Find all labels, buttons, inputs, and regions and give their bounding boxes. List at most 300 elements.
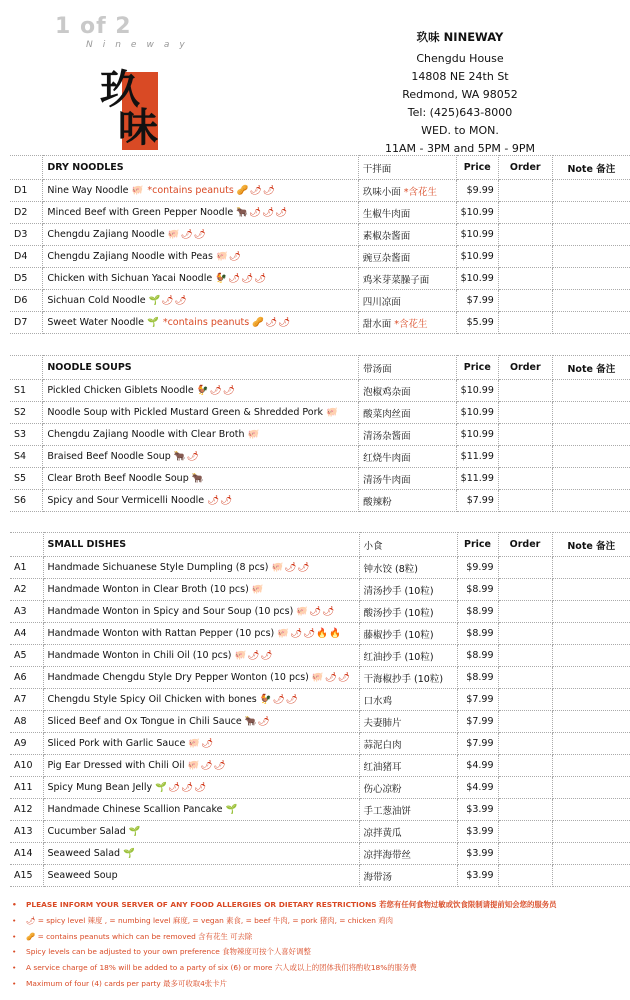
item-name	[43, 579, 359, 601]
order-header: Order	[498, 156, 552, 180]
item-code: A14	[10, 843, 43, 865]
note-field[interactable]	[552, 380, 630, 402]
item-name-cn	[358, 180, 456, 202]
pork-icon: 🐖	[296, 606, 310, 617]
restaurant-name: 玖味 NINEWAY	[416, 30, 504, 44]
chili-icon: 🌶	[275, 207, 289, 218]
section-title-cn: 带汤面	[359, 356, 457, 380]
dish-icons	[260, 694, 299, 705]
price-header: Price	[456, 156, 498, 180]
item-name-cn	[358, 202, 456, 224]
menu-item-row	[10, 601, 630, 623]
note-field[interactable]	[552, 799, 630, 821]
chili-icon: 🌶	[285, 694, 299, 705]
item-name	[43, 601, 359, 623]
order-field[interactable]	[498, 733, 552, 755]
chicken-icon: 🐓	[215, 273, 229, 284]
dish-icons	[235, 650, 274, 661]
note-field[interactable]	[552, 268, 630, 290]
note-field[interactable]	[552, 557, 630, 579]
item-code: A6	[10, 667, 43, 689]
item-name-text: Handmade Wonton in Chili Oil (10 pcs)	[47, 650, 232, 661]
item-name-cn-text: 红油抄手 (10粒)	[363, 651, 434, 663]
item-name	[43, 424, 359, 446]
item-name-cn-text: 甜水面	[362, 318, 392, 330]
pork-icon: 🐖	[247, 429, 261, 440]
order-field[interactable]	[498, 424, 552, 446]
menu-item-row	[10, 290, 630, 312]
note-header: Note 备注	[552, 156, 630, 180]
item-name-text: Handmade Wonton in Clear Broth (10 pcs)	[47, 584, 249, 595]
menu-item-row	[10, 202, 630, 224]
item-price: $10.99	[456, 202, 498, 224]
item-name	[43, 733, 359, 755]
chili-icon: 🌶	[290, 628, 304, 639]
menu-item-row	[10, 733, 630, 755]
pork-icon: 🐖	[131, 185, 145, 196]
item-code: A8	[10, 711, 43, 733]
chili-icon: 🌶	[303, 628, 317, 639]
note-field[interactable]	[552, 224, 630, 246]
chili-icon: 🌶	[284, 562, 298, 573]
dish-icons	[296, 606, 335, 617]
order-field[interactable]	[498, 777, 552, 799]
section-title-cn: 干拌面	[358, 156, 456, 180]
item-code: D5	[10, 268, 43, 290]
chicken-icon: 🐓	[196, 385, 210, 396]
item-name	[43, 865, 359, 887]
item-code: S2	[10, 402, 43, 424]
note-field[interactable]	[552, 579, 630, 601]
menu-item-row	[10, 224, 630, 246]
order-field[interactable]	[498, 268, 552, 290]
section-title: SMALL DISHES	[43, 533, 359, 557]
note-field[interactable]	[552, 865, 630, 887]
note-field[interactable]	[552, 290, 630, 312]
order-field[interactable]	[498, 667, 552, 689]
item-name	[43, 468, 359, 490]
item-name-cn	[358, 268, 456, 290]
item-code: A15	[10, 865, 43, 887]
pork-icon: 🐖	[326, 407, 339, 418]
order-field[interactable]	[498, 579, 552, 601]
item-name-text: Chengdu Zajiang Noodle with Clear Broth	[47, 429, 245, 440]
dish-icons	[236, 207, 288, 218]
item-name-cn	[359, 667, 457, 689]
note-header: Note 备注	[552, 356, 630, 380]
menu-item-row	[10, 711, 630, 733]
dish-icons	[123, 848, 136, 859]
item-code: A13	[10, 821, 43, 843]
menu-item-row	[10, 623, 630, 645]
chili-icon: 🌶	[262, 185, 276, 196]
item-price: $4.99	[457, 755, 498, 777]
item-code: A12	[10, 799, 43, 821]
phone-number: Tel: (425)643-8000	[407, 106, 513, 119]
item-name-text: Cucumber Salad	[47, 826, 126, 837]
header-line: 14808 NE 24th St	[411, 70, 509, 83]
item-name-cn	[359, 777, 457, 799]
peanut-icon: 🥜	[26, 931, 36, 941]
note-field[interactable]	[552, 777, 630, 799]
item-name-text: Handmade Wonton in Spicy and Sour Soup (10 pcs)	[47, 606, 294, 617]
pork-icon: 🐖	[188, 738, 202, 749]
order-header: Order	[498, 356, 552, 380]
order-field[interactable]	[498, 601, 552, 623]
menu-item-row	[10, 843, 630, 865]
item-name-cn-text: 生椒牛肉面	[362, 208, 411, 220]
item-name	[43, 623, 359, 645]
item-name-text: Sweet Water Noodle	[47, 317, 144, 328]
item-price: $10.99	[456, 246, 498, 268]
chili-icon: 🌶	[228, 251, 242, 262]
item-name-text: Pickled Chicken Giblets Noodle	[47, 385, 194, 396]
pork-icon: 🐖	[271, 562, 285, 573]
logo-char-2: 味	[118, 104, 158, 151]
item-name	[43, 380, 359, 402]
menu-item-row	[10, 645, 630, 667]
chili-icon: 🌶	[213, 760, 227, 771]
peanut-warning-cn: *含花生	[400, 186, 438, 198]
item-name-text: Chengdu Style Spicy Oil Chicken with bones	[47, 694, 257, 705]
item-name-cn	[359, 733, 457, 755]
item-name-text: Braised Beef Noodle Soup	[47, 451, 171, 462]
dish-icons	[132, 185, 145, 196]
vegan-icon: 🌱	[155, 782, 168, 793]
order-field[interactable]	[498, 865, 552, 887]
order-field[interactable]	[498, 180, 552, 202]
item-code: D2	[10, 202, 43, 224]
item-name-cn-text: 素椒杂酱面	[362, 230, 411, 242]
item-name-cn-text: 夫妻肺片	[363, 717, 402, 729]
order-field[interactable]	[498, 446, 552, 468]
chili-icon: 🌶	[180, 229, 194, 240]
pork-icon: 🐖	[167, 229, 181, 240]
note-field[interactable]	[552, 180, 630, 202]
chili-icon: 🌶	[200, 760, 214, 771]
menu-item-row	[10, 755, 630, 777]
item-name-text: Chengdu Zajiang Noodle	[47, 229, 165, 240]
item-price: $7.99	[457, 689, 498, 711]
peanut-warning-cn: *含花生	[391, 318, 428, 330]
item-name-cn-text: 玖味小面	[362, 186, 401, 198]
order-field[interactable]	[498, 468, 552, 490]
order-field[interactable]	[498, 312, 552, 334]
dish-icons	[147, 317, 160, 328]
dish-icons	[248, 429, 261, 440]
dish-icons	[188, 738, 214, 749]
spicy-adjust-note: • Spicy levels can be adjusted to your own preference 食物辣度可按个人喜好调整	[10, 944, 557, 960]
item-name-cn-text: 酸汤抄手 (10粒)	[363, 607, 434, 619]
note-field[interactable]	[552, 667, 630, 689]
item-price: $10.99	[456, 402, 498, 424]
code-header	[10, 156, 43, 180]
nut-icon: 🥜	[252, 317, 266, 328]
order-field[interactable]	[498, 645, 552, 667]
note-field[interactable]	[552, 623, 630, 645]
item-name-text: Chengdu Zajiang Noodle with Peas	[47, 251, 213, 262]
order-field[interactable]	[498, 689, 552, 711]
order-field[interactable]	[498, 821, 552, 843]
item-name-text: Nine Way Noodle	[47, 185, 129, 196]
note-field[interactable]	[552, 733, 630, 755]
item-name-cn	[359, 446, 457, 468]
item-name	[43, 312, 358, 334]
note-field[interactable]	[552, 424, 630, 446]
item-name-text: Chicken with Sichuan Yacai Noodle	[47, 273, 213, 284]
item-name-cn-text: 清汤杂酱面	[363, 430, 411, 442]
item-name-cn-text: 豌豆杂酱面	[362, 252, 411, 264]
item-name-text: Clear Broth Beef Noodle Soup	[47, 473, 189, 484]
item-name-cn	[359, 711, 457, 733]
chili-icon: 🌶	[174, 295, 188, 306]
dish-icons	[271, 562, 310, 573]
logo-char-1: 玖	[100, 66, 140, 113]
item-name-cn	[359, 380, 457, 402]
chili-icon: 🌶	[265, 317, 279, 328]
dish-icons	[174, 451, 200, 462]
vegan-icon: 🌱	[148, 295, 162, 306]
item-name-text: Handmade Wonton with Rattan Pepper (10 pcs)	[47, 628, 275, 639]
fire-icon: 🔥	[329, 628, 342, 639]
item-name-cn-text: 蒜泥白肉	[363, 739, 402, 751]
dish-icons	[215, 273, 267, 284]
item-price: $10.99	[456, 224, 498, 246]
beef-icon: 🐂	[173, 451, 187, 462]
chili-icon: 🌶	[254, 273, 268, 284]
item-name-cn-text: 清汤牛肉面	[363, 474, 411, 486]
chili-icon: 🌶	[247, 650, 261, 661]
order-field[interactable]	[498, 623, 552, 645]
allergy-note: • PLEASE INFORM YOUR SERVER OF ANY FOOD ALLERGIES OR DIETARY RESTRICTIONS 若您有任何食物过敏或饮食限制请提前知会您的服务员	[10, 897, 557, 913]
note-header: Note 备注	[552, 533, 630, 557]
chili-icon: 🌶	[181, 782, 195, 793]
chili-icon: 🌶	[26, 915, 36, 925]
item-name-cn-text: 海带汤	[363, 871, 393, 883]
code-header	[10, 533, 43, 557]
header-line: Redmond, WA 98052	[402, 88, 518, 101]
chili-icon: 🌶	[272, 694, 286, 705]
order-field[interactable]	[498, 490, 552, 512]
note-field[interactable]	[552, 645, 630, 667]
item-code: S1	[10, 380, 43, 402]
chili-icon: 🌶	[186, 451, 200, 462]
item-price: $8.99	[457, 579, 498, 601]
item-name-cn-text: 钟水饺 (8粒)	[363, 563, 418, 575]
menu-item-row	[10, 865, 630, 887]
item-code: A1	[10, 557, 43, 579]
dish-icons	[168, 229, 207, 240]
item-price: $10.99	[456, 268, 498, 290]
order-header: Order	[498, 533, 552, 557]
chili-icon: 🌶	[167, 782, 182, 793]
item-code: S3	[10, 424, 43, 446]
item-name-cn	[359, 689, 457, 711]
note-field[interactable]	[552, 402, 630, 424]
item-code: A5	[10, 645, 43, 667]
item-price: $3.99	[457, 799, 498, 821]
item-code: A9	[10, 733, 43, 755]
order-field[interactable]	[498, 290, 552, 312]
item-name-cn	[358, 246, 456, 268]
menu-item-row	[10, 579, 630, 601]
chili-icon: 🌶	[257, 716, 271, 727]
service-charge-note: • A service charge of 18% will be added to a party of six (6) or more 六人或以上的团体我们将酌收18%的服务费	[10, 960, 557, 976]
item-name-cn	[359, 601, 457, 623]
menu-item-row	[10, 667, 630, 689]
item-code: D6	[10, 290, 43, 312]
note-field[interactable]	[552, 821, 630, 843]
dish-icons	[149, 295, 188, 306]
menu-item-row	[10, 180, 630, 202]
item-price: $5.99	[456, 312, 498, 334]
item-code: A10	[10, 755, 43, 777]
note-field[interactable]	[552, 843, 630, 865]
item-name-cn-text: 鸡米芽菜臊子面	[362, 274, 430, 286]
note-field[interactable]	[552, 468, 630, 490]
item-price: $10.99	[456, 380, 498, 402]
note-field[interactable]	[552, 601, 630, 623]
fire-icon: 🔥	[316, 628, 330, 639]
order-field[interactable]	[498, 224, 552, 246]
dish-icons	[188, 760, 227, 771]
note-field[interactable]	[552, 202, 630, 224]
note-field[interactable]	[552, 446, 630, 468]
dish-icons	[207, 495, 233, 506]
note-field[interactable]	[552, 312, 630, 334]
item-name-cn-text: 手工葱油饼	[363, 805, 412, 817]
menu-item-row	[10, 689, 630, 711]
item-name-cn	[359, 799, 457, 821]
item-code: A2	[10, 579, 43, 601]
menu-item-row	[10, 246, 630, 268]
item-code: A11	[10, 777, 43, 799]
order-field[interactable]	[498, 711, 552, 733]
item-code: A4	[10, 623, 43, 645]
order-field[interactable]	[498, 380, 552, 402]
chili-icon: 🌶	[201, 738, 215, 749]
item-name-cn	[359, 821, 457, 843]
item-price: $10.99	[456, 424, 498, 446]
chicken-icon: 🐓	[259, 694, 273, 705]
menu-item-row	[10, 446, 630, 468]
item-name	[43, 446, 359, 468]
item-name-cn	[359, 424, 457, 446]
item-name-cn	[359, 402, 457, 424]
item-price: $9.99	[457, 557, 498, 579]
menu-item-row	[10, 380, 630, 402]
order-field[interactable]	[498, 202, 552, 224]
order-field[interactable]	[498, 799, 552, 821]
item-name	[43, 755, 359, 777]
price-header: Price	[457, 533, 498, 557]
peanut-warning: *contains peanuts	[159, 317, 250, 328]
item-price: $3.99	[457, 865, 498, 887]
dish-icons	[129, 826, 142, 837]
dish-icons	[197, 385, 236, 396]
dish-icons	[312, 672, 351, 683]
item-name-cn-text: 凉拌黄瓜	[363, 827, 402, 839]
order-field[interactable]	[498, 402, 552, 424]
item-name	[43, 180, 358, 202]
chili-icon: 🌶	[262, 207, 276, 218]
item-name-text: Seaweed Salad	[47, 848, 121, 859]
item-name-cn	[359, 645, 457, 667]
order-field[interactable]	[498, 755, 552, 777]
item-name-text: Spicy Mung Bean Jelly	[47, 782, 153, 793]
note-field[interactable]	[552, 490, 630, 512]
item-name-cn	[359, 865, 457, 887]
note-field[interactable]	[552, 246, 630, 268]
chili-icon: 🌶	[278, 317, 292, 328]
note-field[interactable]	[552, 711, 630, 733]
item-name-cn	[359, 490, 457, 512]
item-name	[43, 224, 358, 246]
section-title: NOODLE SOUPS	[43, 356, 359, 380]
item-name-text: Spicy and Sour Vermicelli Noodle	[47, 495, 205, 506]
dish-icons	[216, 251, 242, 262]
item-price: $11.99	[456, 446, 498, 468]
logo-subtitle: Nineway	[86, 40, 195, 50]
item-name-cn	[358, 290, 456, 312]
item-name	[43, 557, 359, 579]
chili-icon: 🌶	[228, 273, 242, 284]
chili-icon: 🌶	[194, 782, 208, 793]
item-name	[43, 490, 359, 512]
item-name-text: Handmade Sichuanese Style Dumpling (8 pcs)	[47, 562, 269, 573]
dish-icons	[245, 716, 271, 727]
nut-icon: 🥜	[236, 185, 250, 196]
order-field[interactable]	[498, 557, 552, 579]
item-code: D4	[10, 246, 43, 268]
item-name-cn-text: 泡椒鸡杂面	[363, 386, 411, 398]
header-line: Chengdu House	[416, 52, 504, 65]
restaurant-header	[360, 28, 560, 158]
item-name	[43, 268, 358, 290]
note-field[interactable]	[552, 755, 630, 777]
open-days: WED. to MON.	[421, 124, 499, 137]
item-name-cn-text: 红烧牛肉面	[363, 452, 411, 464]
item-name-text: Pig Ear Dressed with Chili Oil	[47, 760, 185, 771]
order-field[interactable]	[498, 246, 552, 268]
item-name-text: Handmade Chengdu Style Dry Pepper Wonton (10 pcs)	[47, 672, 309, 683]
item-price: $11.99	[456, 468, 498, 490]
item-price: $7.99	[457, 733, 498, 755]
vegan-icon: 🌱	[146, 317, 160, 328]
menu-item-row	[10, 557, 630, 579]
menu-notes	[10, 897, 557, 992]
order-field[interactable]	[498, 843, 552, 865]
dish-icons	[226, 804, 239, 815]
item-code: A3	[10, 601, 43, 623]
item-name	[43, 202, 358, 224]
item-name-cn	[359, 755, 457, 777]
beef-icon: 🐂	[244, 716, 258, 727]
item-name-cn	[359, 468, 457, 490]
item-name	[43, 645, 359, 667]
peanut-warning: *contains peanuts	[144, 185, 234, 196]
item-price: $8.99	[457, 623, 498, 645]
item-price: $7.99	[456, 490, 498, 512]
item-code: D3	[10, 224, 43, 246]
open-hours: 11AM - 3PM and 5PM - 9PM	[385, 142, 535, 155]
item-name-cn	[358, 312, 456, 334]
item-name	[43, 777, 359, 799]
chili-icon: 🌶	[249, 207, 263, 218]
page-indicator: 1 of 2	[55, 14, 132, 39]
note-field[interactable]	[552, 689, 630, 711]
chili-icon: 🌶	[220, 495, 234, 506]
